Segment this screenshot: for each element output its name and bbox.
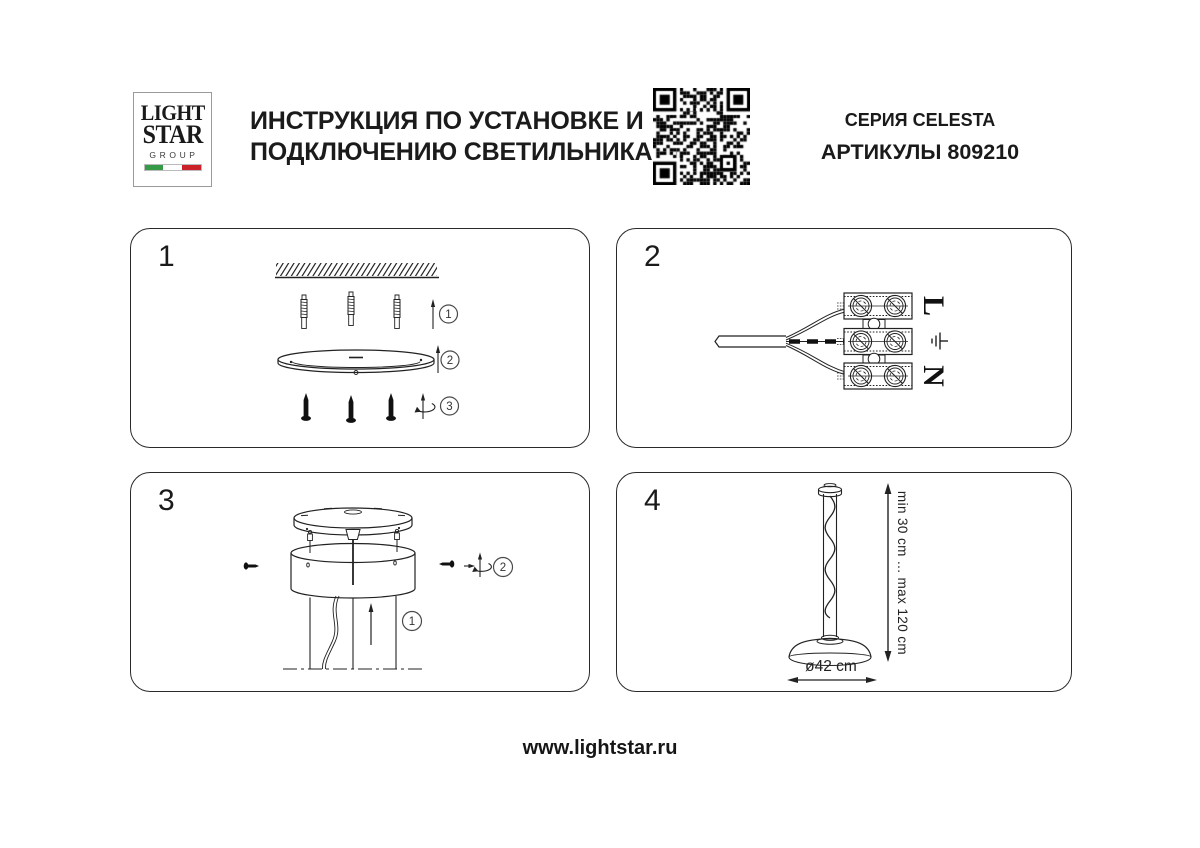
- ground-symbol-icon: [932, 333, 948, 350]
- series-block: [770, 110, 1070, 165]
- series-name: СЕРИЯ CELESTA: [844, 110, 996, 130]
- step-badge-1: [403, 612, 422, 631]
- italian-flag-bar: [144, 164, 202, 171]
- side-screw-right: [439, 560, 454, 567]
- step-arrow-up-2: [436, 345, 440, 373]
- panel-step-3: [130, 472, 590, 692]
- step-arrow-up-1: [431, 299, 435, 329]
- height-dimension: [885, 483, 910, 662]
- step-badge-3: [441, 397, 459, 415]
- diameter-label: ø42 cm: [805, 658, 857, 675]
- qr-code: [653, 88, 750, 185]
- step-badge-2: [441, 351, 459, 369]
- suspension-hangers: [308, 529, 400, 585]
- svg-text:1: 1: [445, 309, 452, 321]
- side-screw-left: [244, 562, 259, 569]
- pendant-rods: [283, 596, 423, 669]
- step-number-1: 1: [158, 240, 175, 273]
- step-arrow-up: [369, 603, 374, 645]
- step-number-2: 2: [644, 240, 661, 273]
- lightstar-logo: [133, 92, 212, 187]
- mounting-plate: [278, 350, 434, 375]
- flag-white-segment: [163, 165, 182, 170]
- svg-text:3: 3: [446, 401, 453, 413]
- svg-text:2: 2: [446, 355, 454, 367]
- title-line-1: ИНСТРУКЦИЯ ПО УСТАНОВКЕ И: [250, 107, 644, 135]
- logo-word-light: LIGHT: [140, 100, 205, 125]
- supply-cable: [715, 336, 786, 347]
- website-url: www.lightstar.ru: [522, 737, 678, 759]
- wall-plug-icons: [301, 292, 400, 329]
- panel-step-1: [130, 228, 590, 448]
- step-2-diagram: [617, 229, 1070, 446]
- step-number-4: 4: [644, 484, 661, 517]
- svg-text:2: 2: [499, 562, 507, 574]
- logo-word-star: STAR: [142, 120, 203, 149]
- panel-step-4: [616, 472, 1072, 692]
- document-title: [250, 106, 652, 168]
- pendant-lamp: [789, 484, 871, 666]
- screw-rotate-icon: [464, 553, 491, 578]
- ceiling-hatch: [275, 263, 439, 278]
- svg-text:1: 1: [408, 616, 416, 628]
- article-number: АРТИКУЛЫ 809210: [820, 140, 1020, 164]
- step-badge-2: [494, 558, 513, 577]
- terminal-block: [837, 293, 912, 389]
- terminal-label-live: L: [917, 295, 950, 317]
- title-line-2: ПОДКЛЮЧЕНИЮ СВЕТИЛЬНИКА: [250, 138, 653, 166]
- step-1-diagram: [131, 229, 588, 446]
- step-badge-1: [440, 305, 458, 323]
- wire-live: [786, 309, 845, 340]
- step-number-3: 3: [158, 484, 175, 517]
- step-4-diagram: [617, 473, 1070, 690]
- step-3-diagram: [131, 473, 588, 690]
- screw-rotate-icon: [415, 393, 435, 419]
- screw-icons: [301, 393, 396, 423]
- flag-red-segment: [182, 165, 201, 170]
- wire-neutral: [786, 343, 845, 374]
- logo-word-group: GROUP: [149, 150, 199, 160]
- terminal-label-neutral: N: [917, 365, 950, 387]
- height-range-label: min 30 cm ... max 120 cm: [895, 490, 910, 656]
- flag-green-segment: [145, 165, 164, 170]
- panel-step-2: [616, 228, 1072, 448]
